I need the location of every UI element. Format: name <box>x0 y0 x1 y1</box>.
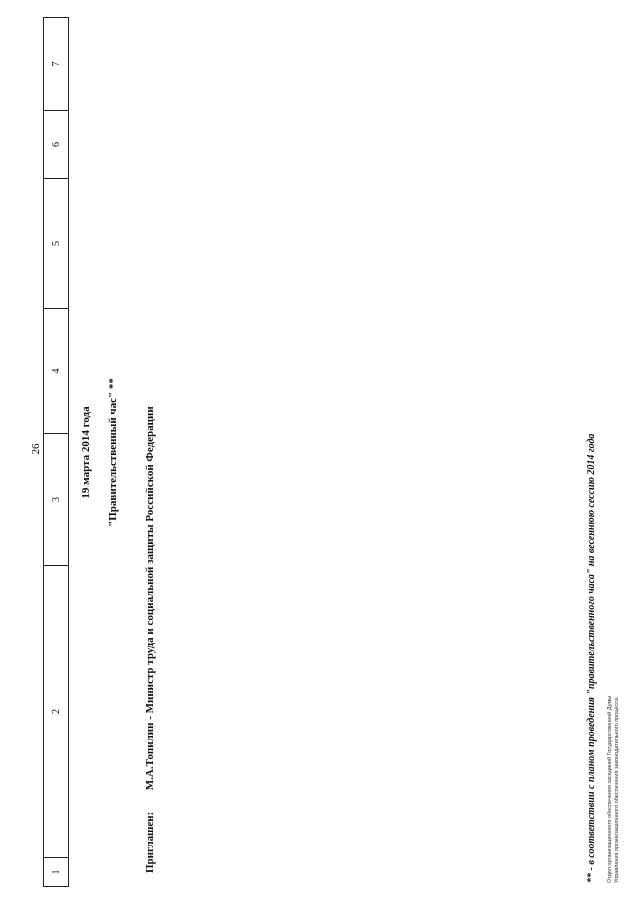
department-line-1: Отдел организационного обеспечения заседаний Государственной Думы <box>607 695 613 883</box>
department-block <box>607 696 621 883</box>
column-number-5: 5 <box>44 179 68 309</box>
column-number-2: 2 <box>44 566 68 858</box>
column-number-7: 7 <box>44 18 68 111</box>
invited-value: М.А.Топилин - Министр труда и социальной защиты Российской Федерации <box>144 406 156 791</box>
event-title: "Правительственный час" ** <box>107 378 119 527</box>
footnote: ** - в соответствии с планом проведения "правительственного часа" на весеннюю сессию 2014 года <box>586 433 597 883</box>
invited-label: Приглашен: <box>144 811 156 873</box>
date-heading: 19 марта 2014 года <box>80 406 92 499</box>
page-number: 26 <box>30 443 42 455</box>
invited-row <box>144 406 156 873</box>
column-number-1: 1 <box>50 869 62 875</box>
column-number-table <box>43 17 69 887</box>
department-line-2: Управления организационного обеспечения законодательного процесса <box>613 697 620 883</box>
column-number-6: 6 <box>44 111 68 179</box>
column-number-4: 4 <box>44 309 68 434</box>
column-number-3: 3 <box>44 434 68 566</box>
